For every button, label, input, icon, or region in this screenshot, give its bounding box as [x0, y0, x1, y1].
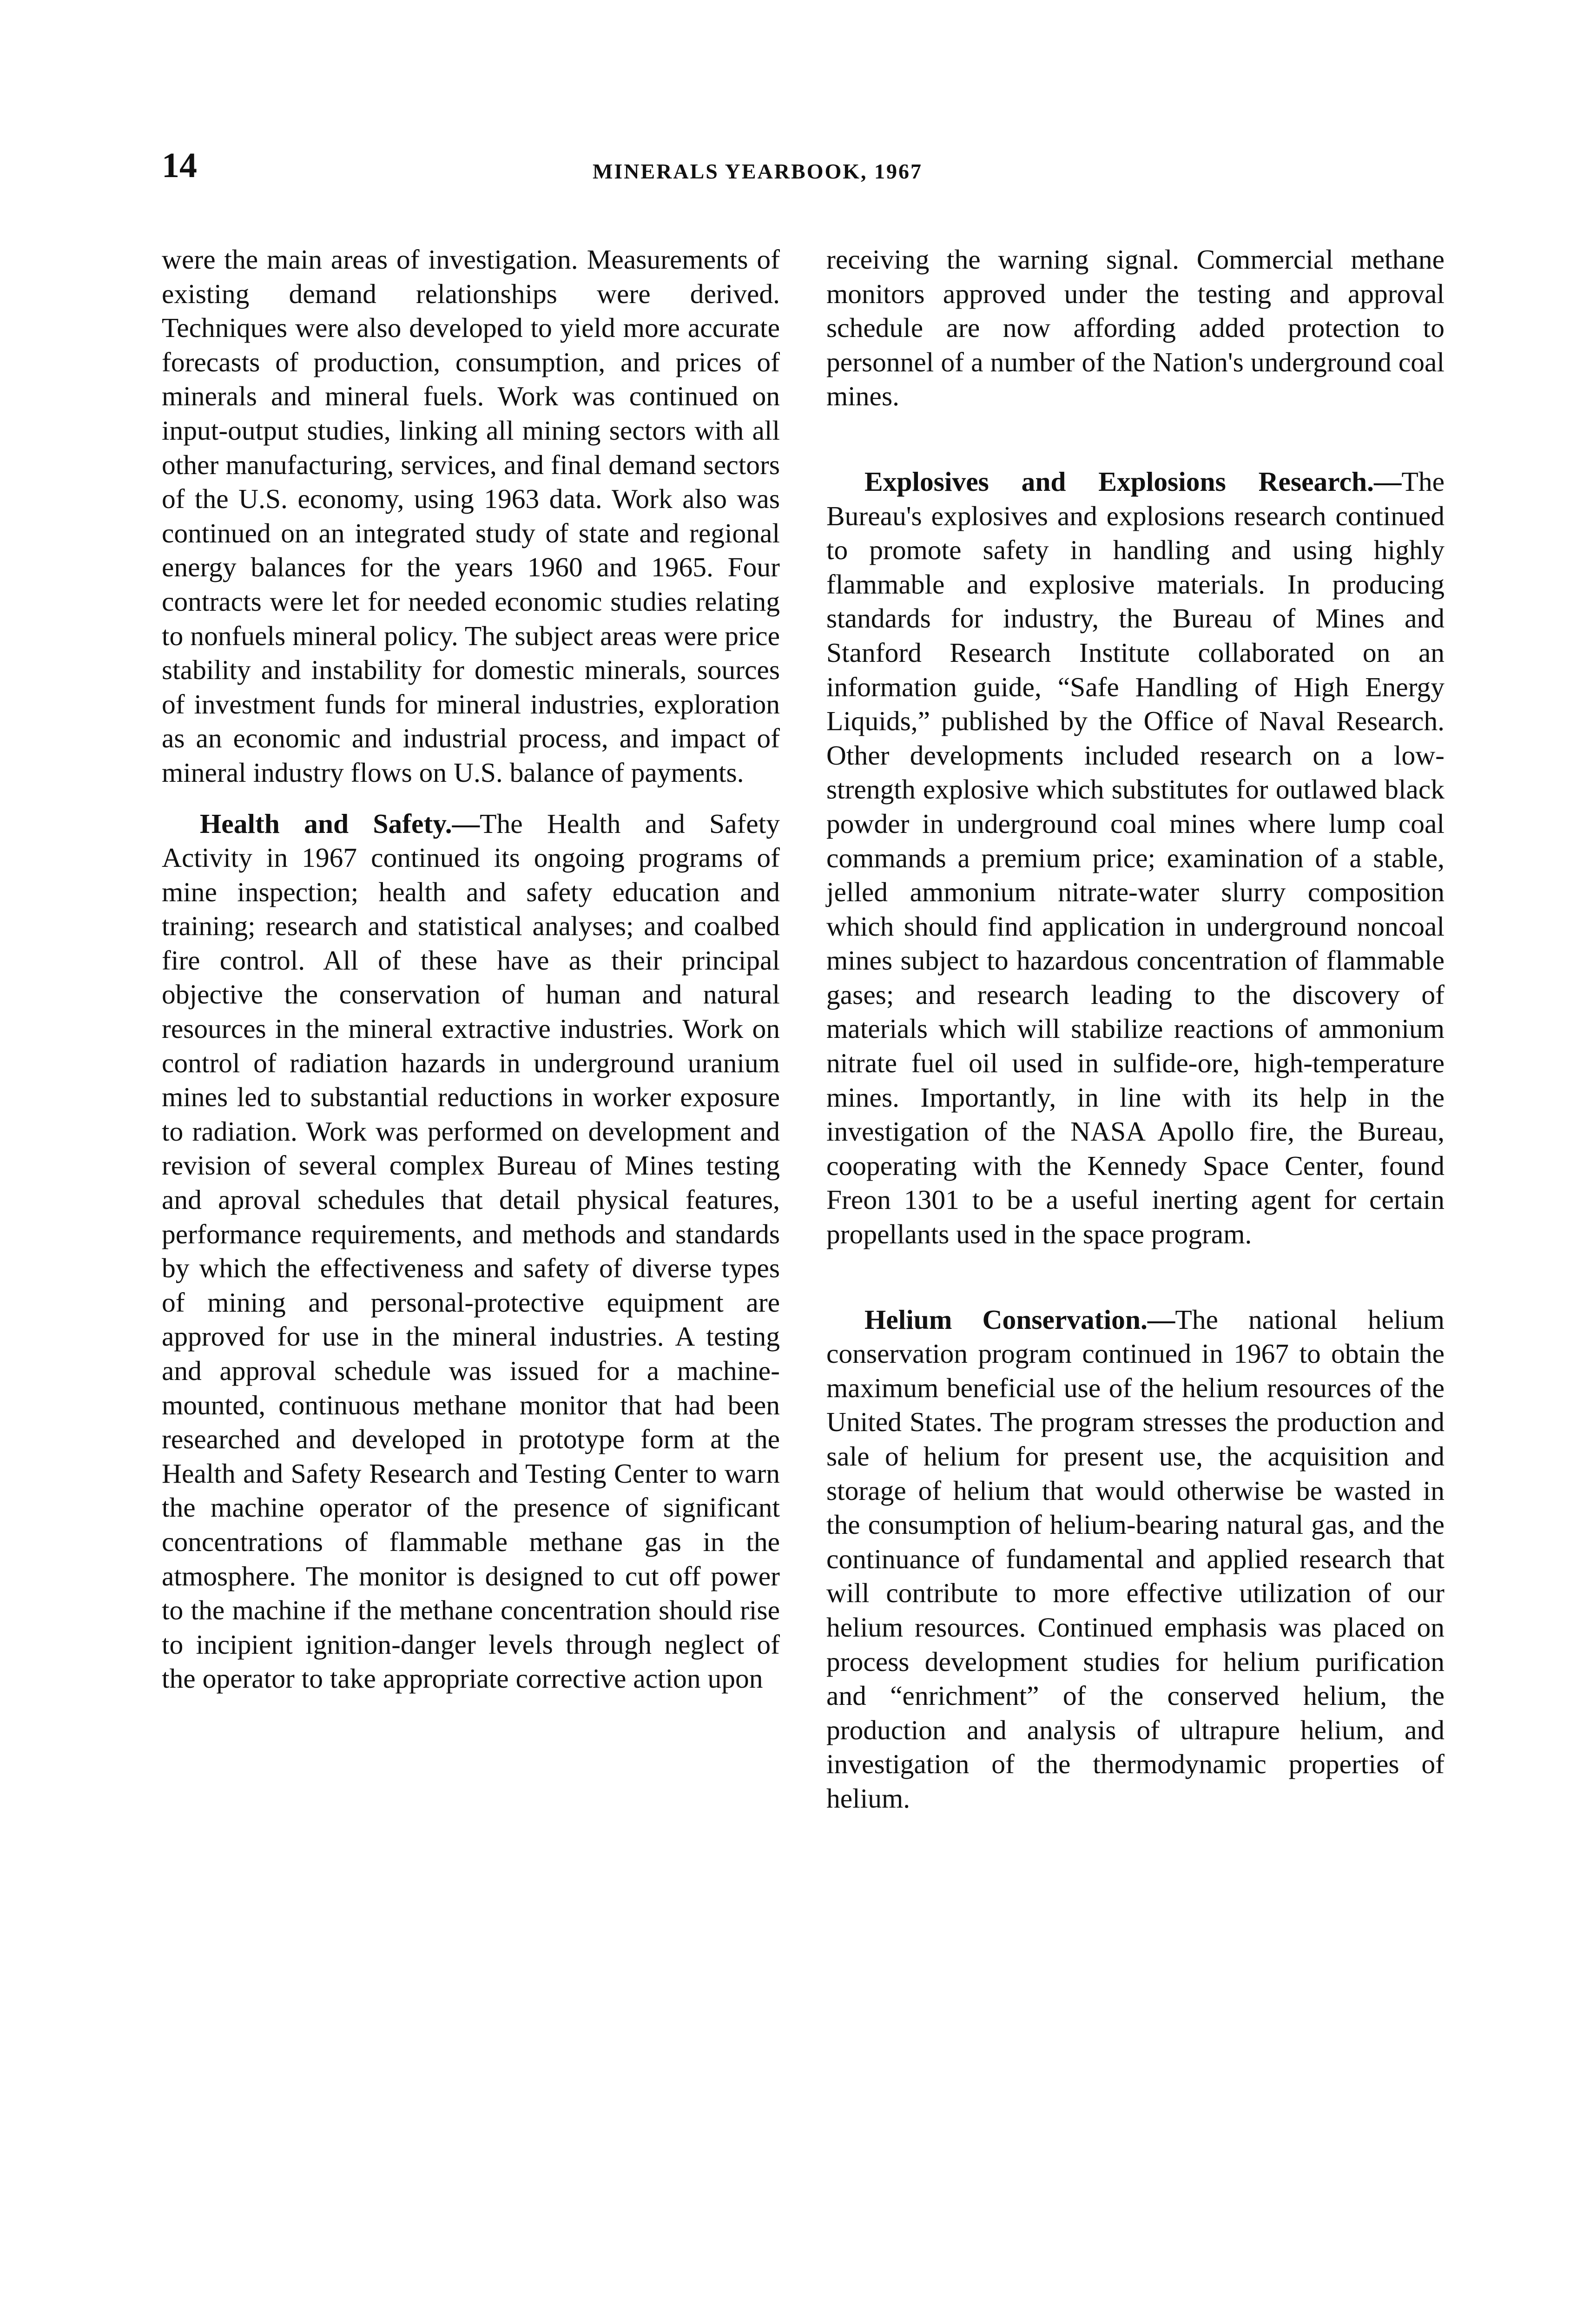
paragraph-economic-studies: were the main areas of investigation. Measurements of existing demand relationships were derived. Techniques were also developed to yield more accurate forecasts of production, consumption, and prices of minerals and mineral fuels. Work was continued on input-output studies, linking all mining sectors with all other manufacturing, services, and final demand sectors of the U.S. economy, using 1963 data. Work also was continued on an integrated study of state and regional energy balances for the years 1960 and 1965. Four contracts were let for needed economic studies relating to nonfuels mineral policy. The subject areas were price stability and instability for domestic minerals, sources of investment funds for mineral industries, exploration as an economic and industrial process, and impact of mineral industry flows on U.S. balance of payments. [162, 244, 780, 788]
helium-conservation-body: The national helium conservation program continued in 1967 to obtain the maximum beneficial use of the helium resources of the United States. The program stresses the production and sale of helium for present use, the acquisition and storage of helium that would otherwise be wasted in the consumption of helium-bearing natural gas, and the continuance of fundamental and applied research that will contribute to more effective utilization of our helium resources. Continued emphasis was placed on process development studies for helium purification and “enrichment” of the conserved helium, the production and analysis of ultrapure helium, and investigation of the thermodynamic properties of helium. [826, 1304, 1444, 1814]
paragraph-explosives-research [826, 465, 1444, 1252]
running-title: MINERALS YEARBOOK, 1967 [592, 159, 923, 183]
section-heading-explosives-research: Explosives and Explosions Research.— [864, 466, 1402, 497]
health-and-safety-body: The Health and Safety Activity in 1967 continued its ongoing programs of mine inspection; health and safety education and training; research and statistical analyses; and coalbed fire control. All of these have as their principal objective the conservation of human and natural resources in the mineral extractive industries. Work on control of radiation hazards in underground uranium mines led to substantial reductions in worker exposure to radiation. Work was performed on development and revision of several complex Bureau of Mines testing and aproval schedules that detail physical features, performance requirements, and methods and standards by which the effectiveness and safety of diverse types of mining and personal-protective equipment are approved for use in the mineral industries. A testing and approval schedule was issued for a machine-mounted, continuous methane monitor that had been researched and developed in prototype form at the Health and Safety Research and Testing Center to warn the machine operator of the presence of significant concentrations of flammable methane gas in the atmosphere. The monitor is designed to cut off power to the machine if the methane concentration should rise to incipient ignition-danger levels through neglect of the operator to take appropriate corrective action upon [162, 808, 780, 1694]
right-column [826, 243, 1444, 1816]
page-number: 14 [162, 146, 197, 185]
paragraph-helium-conservation [826, 1303, 1444, 1816]
explosives-research-body: The Bureau's explosives and explosions research continued to promote safety in handling and using highly flammable and explosive materials. In producing standards for industry, the Bureau of Mines and Stanford Research Institute collaborated on an information guide, “Safe Handling of High Energy Liquids,” published by the Office of Naval Research. Other developments included research on a low-strength explosive which substitutes for outlawed black powder in underground coal mines where lump coal commands a premium price; examination of a stable, jelled ammonium nitrate-water slurry composition which should find application in underground noncoal mines subject to hazardous concentration of flammable gases; and research leading to the discovery of materials which will stabilize reactions of ammonium nitrate fuel oil used in sulfide-ore, high-temperature mines. Importantly, in line with its help in the investigation of the NASA Apollo fire, the Bureau, cooperating with the Kennedy Space Center, found Freon 1301 to be a useful inerting agent for certain propellants used in the space program. [826, 466, 1444, 1250]
paragraph-methane-monitors: receiving the warning signal. Commercial methane monitors approved under the testing and approval schedule are now affording added protection to personnel of a number of the Nation's underground coal mines. [826, 244, 1444, 412]
section-heading-helium-conservation: Helium Conservation.— [864, 1304, 1175, 1335]
left-column [162, 243, 780, 1696]
section-heading-health-and-safety: Health and Safety.— [200, 808, 480, 839]
paragraph-health-and-safety [162, 807, 780, 1696]
